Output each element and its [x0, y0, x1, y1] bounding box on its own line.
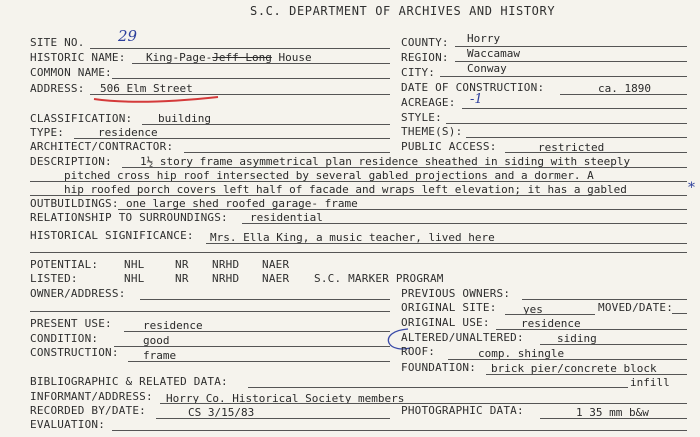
public-access-label: PUBLIC ACCESS:: [401, 140, 497, 153]
original-site-label: ORIGINAL SITE:: [401, 301, 497, 314]
significance-line-2: [30, 252, 687, 253]
style-line: [446, 123, 687, 124]
type-value: residence: [98, 126, 158, 139]
site-no-label: SITE NO.: [30, 36, 85, 49]
architect-label: ARCHITECT/CONTRACTOR:: [30, 140, 174, 153]
address-label: ADDRESS:: [30, 82, 85, 95]
description-rule-1: [122, 167, 687, 168]
listed-nrhd: NRHD: [212, 272, 240, 285]
description-line-3: hip roofed porch covers left half of facade and wraps left elevation; it has a gabled: [64, 183, 627, 196]
foundation-line: [486, 374, 687, 375]
county-label: COUNTY:: [401, 36, 449, 49]
informant-label: INFORMANT/ADDRESS:: [30, 390, 153, 403]
informant-value: Horry Co. Historical Society members: [166, 392, 405, 405]
city-value: Conway: [467, 62, 507, 75]
owner-line-2: [30, 311, 390, 312]
description-asterisk: *: [688, 180, 695, 196]
public-access-line: [505, 152, 687, 153]
relationship-label: RELATIONSHIP TO SURROUNDINGS:: [30, 211, 228, 224]
photographic-value: 1 35 mm b&w: [576, 406, 649, 419]
present-use-line: [124, 331, 390, 332]
evaluation-label: EVALUATION:: [30, 418, 106, 431]
historic-name-part1: King-Page-: [146, 51, 213, 64]
historic-name-label: HISTORIC NAME:: [30, 51, 126, 64]
listed-label: LISTED:: [30, 272, 78, 285]
evaluation-line: [112, 430, 687, 431]
photographic-label: PHOTOGRAPHIC DATA:: [401, 404, 524, 417]
original-use-line: [496, 329, 687, 330]
potential-nrhd: NRHD: [212, 258, 240, 271]
classification-label: CLASSIFICATION:: [30, 112, 133, 125]
historic-name-line: [132, 63, 390, 64]
site-no-value: 29: [118, 27, 138, 45]
relationship-line: [242, 223, 687, 224]
classification-line: [142, 124, 390, 125]
county-value: Horry: [467, 32, 501, 45]
site-no-line: [90, 48, 390, 49]
construction-label: CONSTRUCTION:: [30, 346, 119, 359]
date-construction-label: DATE OF CONSTRUCTION:: [401, 81, 545, 94]
foundation-value-2: infill: [630, 376, 670, 389]
city-label: CITY:: [401, 66, 436, 79]
historic-name-part2: House: [271, 51, 312, 64]
type-label: TYPE:: [30, 126, 65, 139]
potential-nr: NR: [175, 258, 189, 271]
potential-label: POTENTIAL:: [30, 258, 99, 271]
significance-value: Mrs. Ella King, a music teacher, lived here: [210, 231, 495, 244]
description-rule-2: [30, 181, 687, 182]
construction-line: [128, 361, 390, 362]
foundation-label: FOUNDATION:: [401, 361, 477, 374]
altered-line: [540, 344, 687, 345]
address-value: 506 Elm Street: [100, 82, 193, 95]
altered-value: siding: [557, 332, 597, 345]
moved-date-line: [672, 313, 687, 314]
original-site-value: yes: [523, 303, 543, 316]
construction-value: frame: [143, 349, 177, 362]
original-use-value: residence: [521, 317, 581, 330]
acreage-label: ACREAGE:: [401, 96, 456, 109]
description-label: DESCRIPTION:: [30, 155, 112, 168]
roof-value: comp. shingle: [478, 347, 565, 360]
acreage-line: [462, 108, 687, 109]
condition-value: good: [143, 334, 170, 347]
condition-line: [114, 346, 390, 347]
relationship-value: residential: [250, 211, 323, 224]
city-line: [440, 76, 687, 77]
potential-naer: NAER: [262, 258, 290, 271]
description-line-1: 1½ story frame asymmetrical plan residence sheathed in siding with steeply: [140, 155, 631, 168]
owner-label: OWNER/ADDRESS:: [30, 287, 126, 300]
condition-label: CONDITION:: [30, 332, 99, 345]
historic-name-struck: Jeff Long: [212, 51, 272, 64]
public-access-value: restricted: [538, 141, 605, 154]
red-underline-mark: [92, 94, 222, 104]
bibliographic-line: [248, 387, 628, 388]
significance-label: HISTORICAL SIGNIFICANCE:: [30, 229, 194, 242]
date-construction-line: [560, 94, 687, 95]
type-line: [74, 138, 390, 139]
recorded-line: [156, 418, 390, 419]
architect-line: [184, 152, 390, 153]
present-use-value: residence: [143, 319, 203, 332]
outbuildings-label: OUTBUILDINGS:: [30, 197, 119, 210]
acreage-value: -1: [470, 92, 483, 107]
present-use-label: PRESENT USE:: [30, 317, 112, 330]
card-header: S.C. DEPARTMENT OF ARCHIVES AND HISTORY: [250, 4, 556, 18]
original-use-label: ORIGINAL USE:: [401, 316, 490, 329]
previous-owners-line: [522, 299, 687, 300]
themes-line: [466, 137, 687, 138]
region-label: REGION:: [401, 51, 449, 64]
classification-value: building: [158, 112, 211, 125]
roof-label: ROOF:: [401, 345, 436, 358]
bibliographic-label: BIBLIOGRAPHIC & RELATED DATA:: [30, 375, 228, 388]
themes-label: THEME(S):: [401, 125, 463, 138]
listed-nr: NR: [175, 272, 189, 285]
previous-owners-label: PREVIOUS OWNERS:: [401, 287, 511, 300]
outbuildings-value: one large shed roofed garage- frame: [126, 197, 358, 210]
region-value: Waccamaw: [467, 47, 520, 60]
style-label: STYLE:: [401, 111, 442, 124]
photographic-line: [540, 418, 687, 419]
date-construction-value: ca. 1890: [598, 82, 651, 95]
potential-nhl: NHL: [124, 258, 145, 271]
original-site-line: [505, 314, 595, 315]
outbuildings-line: [118, 209, 687, 210]
altered-label: ALTERED/UNALTERED:: [401, 331, 524, 344]
description-line-2: pitched cross hip roof intersected by several gabled projections and a dormer. A: [64, 169, 594, 182]
common-name-line: [112, 78, 390, 79]
owner-line: [140, 299, 390, 300]
roof-line: [448, 359, 687, 360]
moved-date-label: MOVED/DATE:: [598, 301, 674, 314]
description-rule-3: [30, 195, 687, 196]
listed-marker: S.C. MARKER PROGRAM: [314, 272, 444, 285]
listed-nhl: NHL: [124, 272, 145, 285]
recorded-value: CS 3/15/83: [188, 406, 255, 419]
recorded-label: RECORDED BY/DATE:: [30, 404, 146, 417]
significance-line: [206, 243, 687, 244]
common-name-label: COMMON NAME:: [30, 66, 112, 79]
foundation-value: brick pier/concrete block: [491, 362, 657, 375]
listed-naer: NAER: [262, 272, 290, 285]
